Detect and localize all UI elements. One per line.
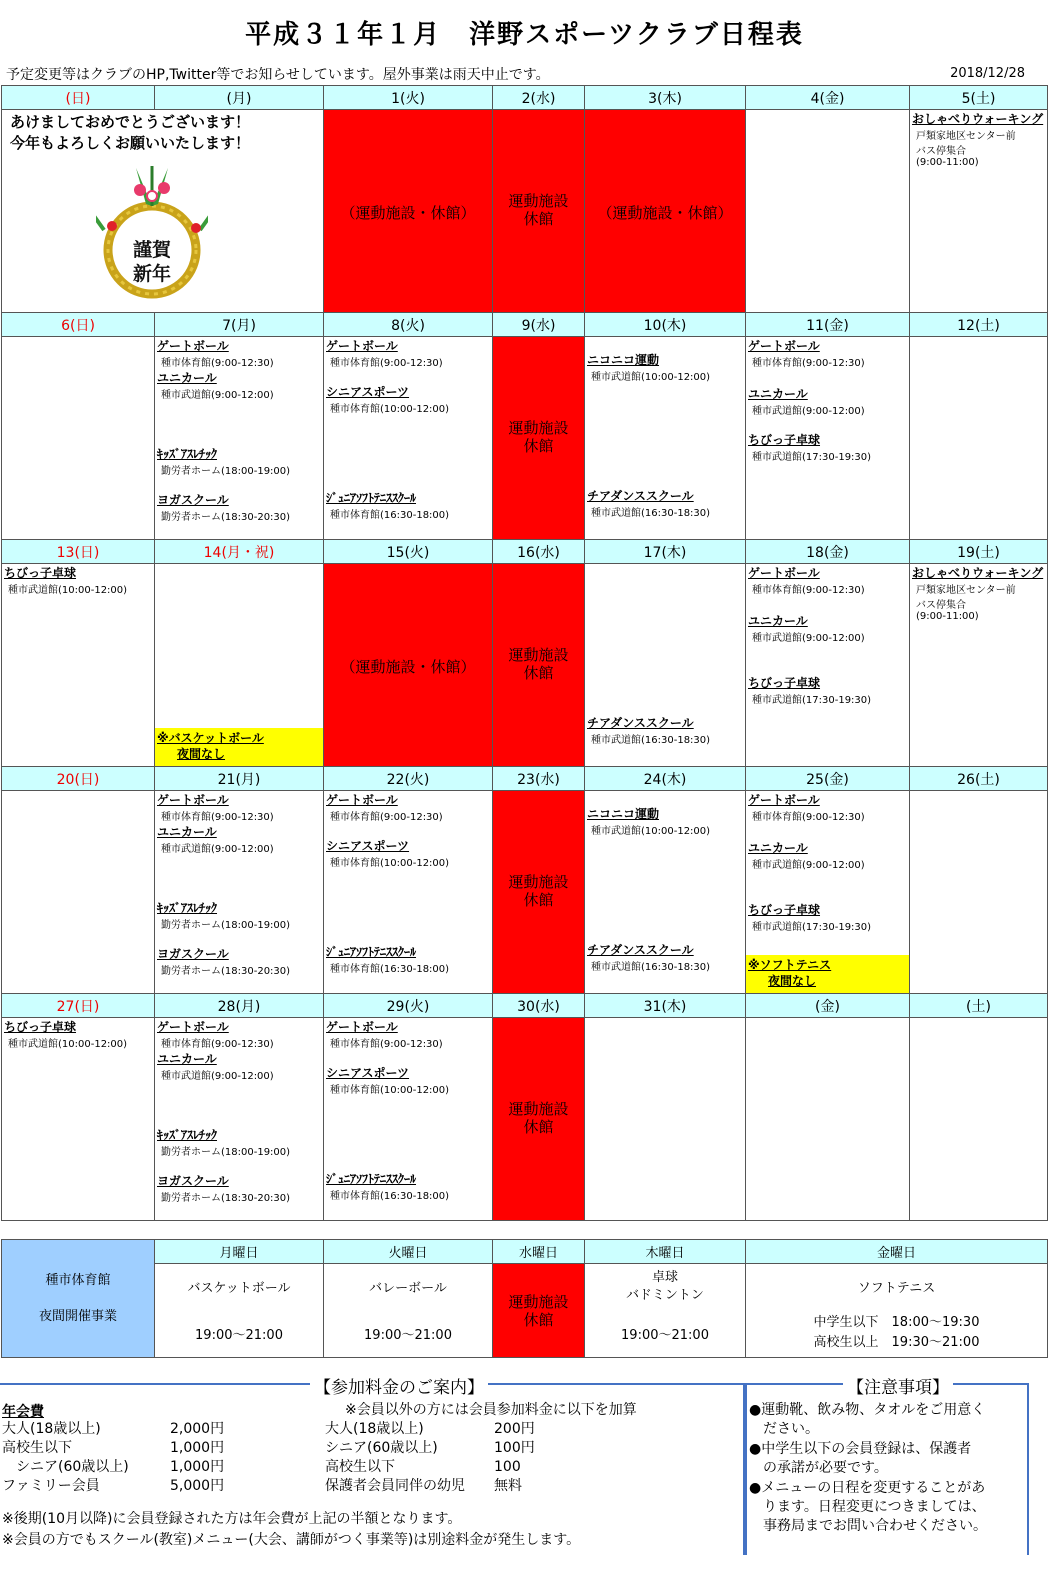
event-unicurl: ユニカール 種市武道館(9:00-12:00) xyxy=(157,371,274,401)
basketball-note: ※バスケットボール 夜間なし xyxy=(155,728,323,766)
caution-line: ●運動靴、飲み物、タオルをご用意く xyxy=(749,1402,986,1418)
extra-fee-value: 無料 xyxy=(494,1478,522,1494)
caution-line: 事務局までお問い合わせください。 xyxy=(749,1518,987,1534)
day-header: 16(水) xyxy=(493,540,585,564)
fee-value: 1,000円 xyxy=(170,1440,225,1456)
event-unicurl: ユニカール 種市武道館(9:00-12:00) xyxy=(748,387,865,417)
calendar-table xyxy=(1,85,1048,1221)
caution-title: 【注意事項】 xyxy=(843,1373,953,1398)
annual-fee-heading: 年会費 xyxy=(2,1404,44,1420)
event-yoga: ヨガスクール 勤労者ホーム(18:30-20:30) xyxy=(157,1174,291,1204)
day-header: 6(日) xyxy=(2,313,155,337)
closed-cell: 運動施設休館 xyxy=(493,110,585,313)
night-thu-sport: 卓球 バドミントン xyxy=(585,1264,746,1310)
extra-fee-value: 100円 xyxy=(494,1440,535,1456)
weekday-header: 火曜日 xyxy=(324,1240,493,1264)
day-cell xyxy=(2,564,155,767)
event-chibikko: ちびっ子卓球 種市武道館(17:30-19:30) xyxy=(748,676,872,706)
day-header: 9(水) xyxy=(493,313,585,337)
day-cell xyxy=(2,1018,155,1221)
fee-value: 2,000円 xyxy=(170,1421,225,1437)
fee-label: 高校生以下 xyxy=(2,1440,72,1456)
extra-fee-label: 大人(18歳以上) xyxy=(325,1421,424,1437)
day-cell xyxy=(324,1018,493,1221)
day-header: 26(土) xyxy=(910,767,1048,791)
day-header: 1(火) xyxy=(324,86,493,110)
greeting-cell xyxy=(2,110,324,313)
day-cell xyxy=(155,564,324,767)
fee-value: 5,000円 xyxy=(170,1478,225,1494)
day-header: 14(月・祝) xyxy=(155,540,324,564)
weekday-header: 月曜日 xyxy=(155,1240,324,1264)
event-senior: シニアスポーツ 種市体育館(10:00-12:00) xyxy=(326,839,450,869)
day-cell xyxy=(910,791,1048,994)
day-header: 29(火) xyxy=(324,994,493,1018)
event-gateball: ゲートボール 種市体育館(9:00-12:30) xyxy=(157,339,274,369)
event-gateball: ゲートボール 種市体育館(9:00-12:30) xyxy=(326,339,443,369)
event-gateball: ゲートボール 種市体育館(9:00-12:30) xyxy=(157,793,274,823)
new-year-greeting: あけましておめでとうございます！ 今年もよろしくお願いいたします！ xyxy=(10,113,251,152)
extra-fee-note: ※会員以外の方には会員参加料金に以下を加算 xyxy=(345,1402,637,1418)
day-cell xyxy=(746,337,910,540)
event-junior: ｼﾞｭﾆｱｿﾌﾄﾃﾆｽｽｸｰﾙ 種市体育館(16:30-18:00) xyxy=(326,491,450,521)
week-header-row xyxy=(2,994,1048,1018)
day-header: 12(土) xyxy=(910,313,1048,337)
day-header: 10(木) xyxy=(585,313,746,337)
event-walking: おしゃべりウォーキング 戸類家地区センター前 バス停集合 (9:00-11:00) xyxy=(912,112,1044,168)
day-cell xyxy=(910,564,1048,767)
night-wed-closed: 運動施設休館 xyxy=(493,1264,585,1358)
night-time: 19:00～21:00 xyxy=(155,1310,324,1358)
day-cell xyxy=(746,1018,910,1221)
night-fri-sport: ソフトテニス xyxy=(746,1264,1048,1310)
night-time: 19:00～21:00 xyxy=(324,1310,493,1358)
day-cell xyxy=(746,564,910,767)
day-cell xyxy=(155,1018,324,1221)
day-cell xyxy=(585,1018,746,1221)
event-yoga: ヨガスクール 勤労者ホーム(18:30-20:30) xyxy=(157,947,291,977)
event-senior: シニアスポーツ 種市体育館(10:00-12:00) xyxy=(326,385,450,415)
day-header: 27(日) xyxy=(2,994,155,1018)
event-senior: シニアスポーツ 種市体育館(10:00-12:00) xyxy=(326,1066,450,1096)
closed-cell: 運動施設休館 xyxy=(493,1018,585,1221)
day-cell xyxy=(324,337,493,540)
night-tue-sport: バレーボール xyxy=(324,1264,493,1310)
fee-label: 大人(18歳以上) xyxy=(2,1421,101,1437)
fee-info xyxy=(0,1378,745,1555)
extra-fee-value: 100 xyxy=(494,1459,521,1475)
event-cheer: チアダンススクール 種市武道館(16:30-18:30) xyxy=(587,943,711,973)
event-junior: ｼﾞｭﾆｱｿﾌﾄﾃﾆｽｽｸｰﾙ 種市体育館(16:30-18:00) xyxy=(326,1172,450,1202)
week-body-row xyxy=(2,1018,1048,1221)
issue-date: 2018/12/28 xyxy=(950,66,1025,81)
new-year-wreath-icon xyxy=(96,166,208,302)
day-cell xyxy=(585,337,746,540)
event-gateball: ゲートボール 種市体育館(9:00-12:30) xyxy=(326,1020,443,1050)
fee-value: 1,000円 xyxy=(170,1459,225,1475)
event-unicurl: ユニカール 種市武道館(9:00-12:00) xyxy=(157,825,274,855)
day-header: 20(日) xyxy=(2,767,155,791)
weekday-header: 水曜日 xyxy=(493,1240,585,1264)
day-header: 4(金) xyxy=(746,86,910,110)
caution-line: ●中学生以下の会員登録は、保護者 xyxy=(749,1441,972,1457)
night-time: 19:00～21:00 xyxy=(585,1310,746,1358)
day-header: 21(月) xyxy=(155,767,324,791)
day-header: (日) xyxy=(2,86,155,110)
closed-cell: （運動施設・休館） xyxy=(324,564,493,767)
event-chibikko: ちびっ子卓球 種市武道館(10:00-12:00) xyxy=(4,1020,128,1050)
day-header: 2(水) xyxy=(493,86,585,110)
day-header: 5(土) xyxy=(910,86,1048,110)
day-header: 31(木) xyxy=(585,994,746,1018)
event-niko: ニコニコ運動 種市武道館(10:00-12:00) xyxy=(587,353,711,383)
night-mon-sport: バスケットボール xyxy=(155,1264,324,1310)
extra-fee-value: 200円 xyxy=(494,1421,535,1437)
svg-text:新年: 新年 xyxy=(132,263,172,285)
day-header: 11(金) xyxy=(746,313,910,337)
day-header: (月) xyxy=(155,86,324,110)
day-header: 22(火) xyxy=(324,767,493,791)
day-header: (土) xyxy=(910,994,1048,1018)
day-cell xyxy=(746,110,910,313)
week-header-row xyxy=(2,767,1048,791)
event-kids: ｷｯｽﾞｱｽﾚﾁｯｸ 勤労者ホーム(18:00-19:00) xyxy=(157,901,291,931)
day-cell xyxy=(910,1018,1048,1221)
event-unicurl: ユニカール 種市武道館(9:00-12:00) xyxy=(748,841,865,871)
event-chibikko: ちびっ子卓球 種市武道館(10:00-12:00) xyxy=(4,566,128,596)
event-kids: ｷｯｽﾞｱｽﾚﾁｯｸ 勤労者ホーム(18:00-19:00) xyxy=(157,447,291,477)
night-label: 種市体育館 夜間開催事業 xyxy=(2,1240,155,1358)
closed-cell: 運動施設休館 xyxy=(493,564,585,767)
day-header: 24(木) xyxy=(585,767,746,791)
week-header-row xyxy=(2,86,1048,110)
day-header: 25(金) xyxy=(746,767,910,791)
day-header: 18(金) xyxy=(746,540,910,564)
closed-cell: 運動施設休館 xyxy=(493,337,585,540)
week-header-row xyxy=(2,313,1048,337)
day-header: 19(土) xyxy=(910,540,1048,564)
caution-info xyxy=(745,1378,1029,1555)
extra-fee-label: 保護者会員同伴の幼児 xyxy=(325,1478,465,1494)
svg-text:謹賀: 謹賀 xyxy=(132,239,172,261)
day-header: 28(月) xyxy=(155,994,324,1018)
day-cell xyxy=(155,791,324,994)
extra-fee-label: 高校生以下 xyxy=(325,1459,395,1475)
day-cell xyxy=(746,791,910,994)
day-header: 7(月) xyxy=(155,313,324,337)
caution-line: ださい。 xyxy=(749,1421,819,1437)
page-title: 平成３１年１月 洋野スポーツクラブ日程表 xyxy=(245,20,804,50)
day-header: 17(木) xyxy=(585,540,746,564)
event-gateball: ゲートボール 種市体育館(9:00-12:30) xyxy=(157,1020,274,1050)
fee-note-2: ※会員の方でもスクール(教室)メニュー(大会、講師がつく事業等)は別途料金が発生します。 xyxy=(2,1532,581,1548)
event-gateball: ゲートボール 種市体育館(9:00-12:30) xyxy=(326,793,443,823)
caution-line: ●メニューの日程を変更することがあ xyxy=(749,1480,986,1496)
week-body-row xyxy=(2,564,1048,767)
weekday-header: 金曜日 xyxy=(746,1240,1048,1264)
day-header: 8(火) xyxy=(324,313,493,337)
closed-cell: 運動施設休館 xyxy=(493,791,585,994)
night-events-table xyxy=(1,1239,1048,1358)
event-chibikko: ちびっ子卓球 種市武道館(17:30-19:30) xyxy=(748,903,872,933)
event-unicurl: ユニカール 種市武道館(9:00-12:00) xyxy=(157,1052,274,1082)
week-body-row xyxy=(2,110,1048,313)
night-fri-time: 中学生以下 18:00～19:30 高校生以上 19:30～21:00 xyxy=(746,1310,1048,1358)
day-header: (金) xyxy=(746,994,910,1018)
event-unicurl: ユニカール 種市武道館(9:00-12:00) xyxy=(748,614,865,644)
day-cell xyxy=(155,337,324,540)
day-cell xyxy=(324,791,493,994)
week-body-row xyxy=(2,337,1048,540)
day-cell xyxy=(910,110,1048,313)
fee-label: シニア(60歳以上) xyxy=(2,1459,129,1475)
day-cell xyxy=(2,337,155,540)
closed-cell: （運動施設・休館） xyxy=(585,110,746,313)
closed-cell: （運動施設・休館） xyxy=(324,110,493,313)
day-cell xyxy=(2,791,155,994)
event-junior: ｼﾞｭﾆｱｿﾌﾄﾃﾆｽｽｸｰﾙ 種市体育館(16:30-18:00) xyxy=(326,945,450,975)
event-walking: おしゃべりウォーキング 戸類家地区センター前 バス停集合 (9:00-11:00) xyxy=(912,566,1044,622)
day-cell xyxy=(585,791,746,994)
event-niko: ニコニコ運動 種市武道館(10:00-12:00) xyxy=(587,807,711,837)
fee-note-1: ※後期(10月以降)に会員登録された方は年会費が上記の半額となります。 xyxy=(2,1511,462,1527)
day-header: 13(日) xyxy=(2,540,155,564)
day-header: 23(水) xyxy=(493,767,585,791)
day-cell xyxy=(585,564,746,767)
notice-text: 予定変更等はクラブのHP,Twitter等でお知らせしています。屋外事業は雨天中止です。 xyxy=(6,67,550,83)
weekday-header: 木曜日 xyxy=(585,1240,746,1264)
day-header: 3(木) xyxy=(585,86,746,110)
event-chibikko: ちびっ子卓球 種市武道館(17:30-19:30) xyxy=(748,433,872,463)
day-cell xyxy=(910,337,1048,540)
fee-title: 【参加料金のご案内】 xyxy=(310,1373,488,1398)
fee-label: ファミリー会員 xyxy=(2,1478,100,1494)
week-header-row xyxy=(2,540,1048,564)
day-header: 15(火) xyxy=(324,540,493,564)
day-header: 30(水) xyxy=(493,994,585,1018)
event-kids: ｷｯｽﾞｱｽﾚﾁｯｸ 勤労者ホーム(18:00-19:00) xyxy=(157,1128,291,1158)
event-cheer: チアダンススクール 種市武道館(16:30-18:30) xyxy=(587,716,711,746)
event-yoga: ヨガスクール 勤労者ホーム(18:30-20:30) xyxy=(157,493,291,523)
caution-line: の承諾が必要です。 xyxy=(749,1460,888,1476)
event-gateball: ゲートボール 種市体育館(9:00-12:30) xyxy=(748,566,865,596)
extra-fee-label: シニア(60歳以上) xyxy=(325,1440,438,1456)
caution-line: ります。日程変更につきましては、 xyxy=(749,1499,986,1515)
event-cheer: チアダンススクール 種市武道館(16:30-18:30) xyxy=(587,489,711,519)
event-gateball: ゲートボール 種市体育館(9:00-12:30) xyxy=(748,793,865,823)
week-body-row xyxy=(2,791,1048,994)
event-gateball: ゲートボール 種市体育館(9:00-12:30) xyxy=(748,339,865,369)
softtennis-note: ※ソフトテニス 夜間なし xyxy=(746,955,909,993)
